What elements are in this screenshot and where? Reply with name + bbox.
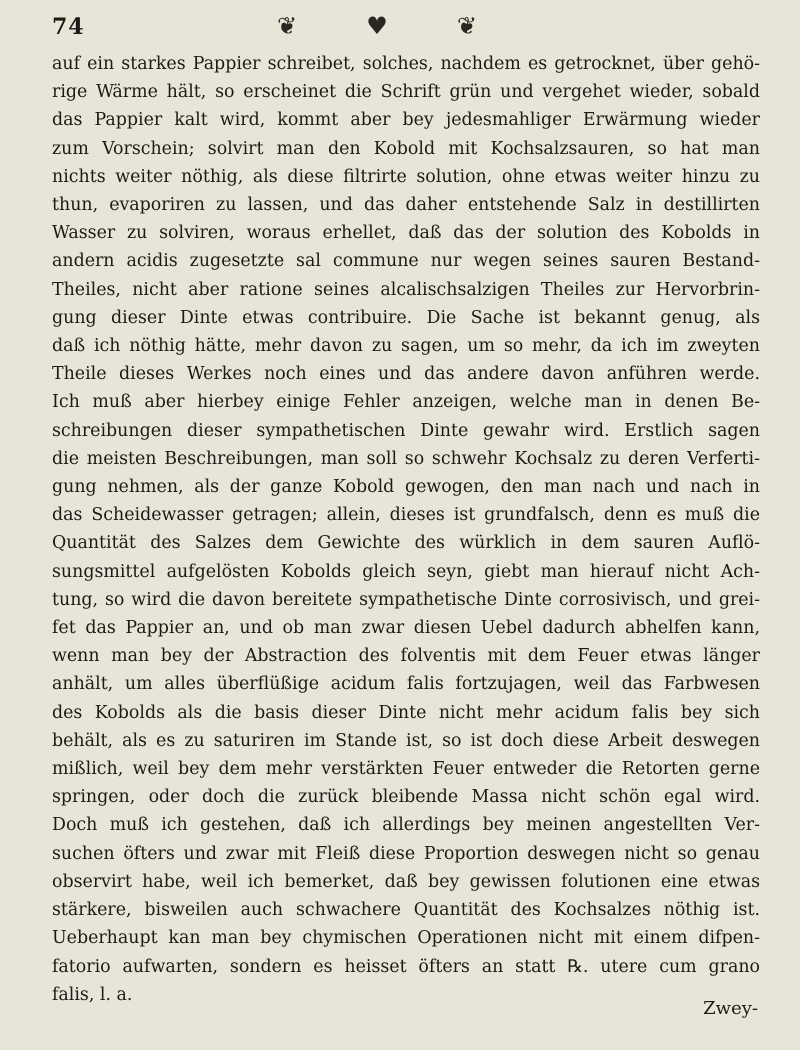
leaf-ornament-icon: ❦ <box>456 12 477 40</box>
text-line: auf ein starkes Pappier schreibet, solches, nachdem es getrocknet, über gehö- <box>52 54 760 74</box>
text-line: gung nehmen, als der ganze Kobold gewogen, den man nach und nach in <box>52 477 760 498</box>
text-line: thun, evaporiren zu lassen, und das daher entstehende Salz in destillirten <box>52 195 760 216</box>
text-line: das Scheidewasser getragen; allein, dieses ist grundfalsch, denn es muß die <box>52 505 760 526</box>
text-line: schreibungen dieser sympathetischen Dinte gewahr wird. Erstlich sagen <box>52 420 760 441</box>
text-line: zum Vorschein; solvirt man den Kobold mit Kochsalzsauren, so hat man <box>52 138 760 159</box>
text-line: Quantität des Salzes dem Gewichte des würklich in dem sauren Auflö- <box>52 533 760 554</box>
text-line: Doch muß ich gestehen, daß ich allerdings bey meinen angestellten Ver- <box>52 815 760 836</box>
text-line: behält, als es zu saturiren im Stande ist, so ist doch diese Arbeit deswegen <box>52 730 760 751</box>
text-line: wenn man bey der Abstraction des folventis mit dem Feuer etwas länger <box>52 646 760 667</box>
heart-ornament-icon: ♥ <box>366 12 388 40</box>
text-line: mißlich, weil bey dem mehr verstärkten Feuer entweder die Retorten gerne <box>52 759 760 780</box>
text-line: nichts weiter nöthig, als diese filtrirte solution, ohne etwas weiter hinzu zu <box>52 166 760 187</box>
text-line: stärkere, bisweilen auch schwachere Quantität des Kochsalzes nöthig ist. <box>52 900 760 921</box>
catchword: Zwey- <box>703 998 758 1019</box>
leaf-ornament-icon: ❦ <box>277 12 298 40</box>
text-line: anhält, um alles überflüßige acidum falis fortzujagen, weil das Farbwesen <box>52 674 760 695</box>
text-line: das Pappier kalt wird, kommt aber bey jedesmahliger Erwärmung wieder <box>52 110 760 131</box>
header-ornaments <box>277 12 477 40</box>
text-line: fet das Pappier an, und ob man zwar diesen Uebel dadurch abhelfen kann, <box>52 618 760 639</box>
text-line: die meisten Beschreibungen, man soll so schwehr Kochsalz zu deren Verferti- <box>52 448 760 469</box>
page-header <box>52 10 760 50</box>
text-line: Ueberhaupt kan man bey chymischen Operationen nicht mit einem difpen- <box>52 928 760 949</box>
text-line: rige Wärme hält, so erscheinet die Schrift grün und vergehet wieder, sobald <box>52 82 760 103</box>
text-line: sungsmittel aufgelösten Kobolds gleich seyn, giebt man hierauf nicht Ach- <box>52 561 760 582</box>
text-line: springen, oder doch die zurück bleibende Massa nicht schön egal wird. <box>52 787 760 808</box>
text-line: Wasser zu solviren, woraus erhellet, daß das der solution des Kobolds in <box>52 223 760 244</box>
text-line: des Kobolds als die basis dieser Dinte nicht mehr acidum falis bey sich <box>52 702 760 723</box>
text-line: suchen öfters und zwar mit Fleiß diese Proportion deswegen nicht so genau <box>52 843 760 864</box>
text-line: Ich muß aber hierbey einige Fehler anzeigen, welche man in denen Be- <box>52 392 760 413</box>
text-line: observirt habe, weil ich bemerket, daß bey gewissen folutionen eine etwas <box>52 871 760 892</box>
text-line: daß ich nöthig hätte, mehr davon zu sagen, um so mehr, da ich im zweyten <box>52 336 760 357</box>
page-number: 74 <box>52 14 85 40</box>
text-line: fatorio aufwarten, sondern es heisset öfters an statt ℞. utere cum grano <box>52 956 760 977</box>
text-line: andern acidis zugesetzte sal commune nur wegen seines sauren Bestand- <box>52 251 760 272</box>
text-line: falis, l. a. <box>52 984 133 1005</box>
text-line: Theile dieses Werkes noch eines und das andere davon anführen werde. <box>52 364 760 385</box>
text-line: tung, so wird die davon bereitete sympathetische Dinte corrosivisch, und grei- <box>52 589 760 610</box>
text-line: Theiles, nicht aber ratione seines alcalischsalzigen Theiles zur Hervorbrin- <box>52 279 760 300</box>
body-text <box>52 50 760 1009</box>
text-line: gung dieser Dinte etwas contribuire. Die Sache ist bekannt genug, als <box>52 307 760 328</box>
